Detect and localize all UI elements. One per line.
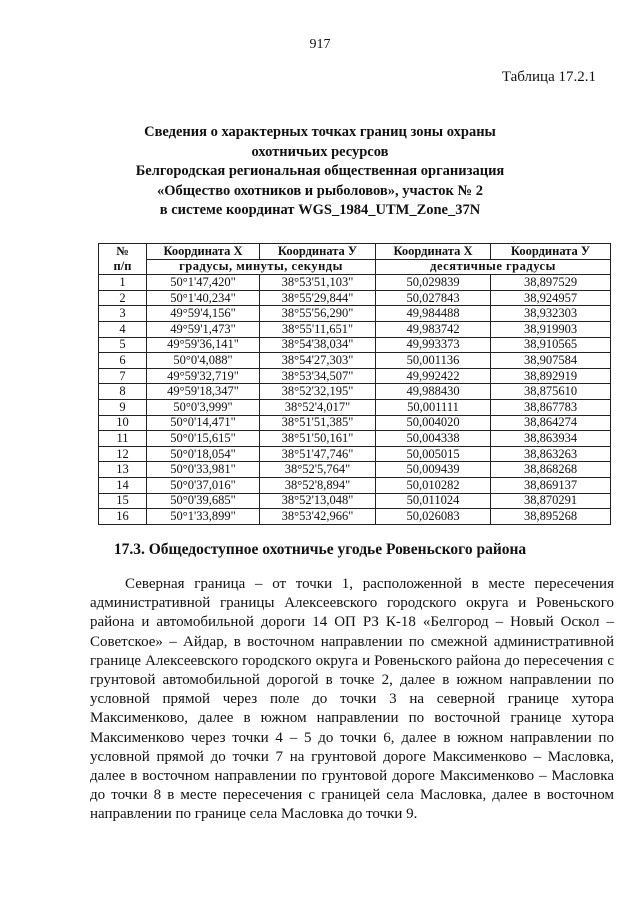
cell-x-dms: 50°0'39,685"	[147, 493, 260, 509]
cell-x-dms: 50°0'4,088"	[147, 353, 260, 369]
cell-number: 6	[99, 353, 147, 369]
table-label: Таблица 17.2.1	[501, 69, 596, 85]
cell-y-dec: 38,868268	[491, 462, 611, 478]
page-number: 917	[309, 37, 331, 52]
cell-x-dec: 49,993373	[376, 337, 491, 353]
cell-x-dms: 50°1'33,899"	[147, 509, 260, 525]
cell-number: 13	[99, 462, 147, 478]
table-row	[99, 306, 611, 322]
cell-number: 4	[99, 321, 147, 337]
table-row	[99, 353, 611, 369]
cell-y-dms: 38°53'34,507"	[260, 368, 376, 384]
cell-x-dec: 50,026083	[376, 509, 491, 525]
coordinates-table	[98, 243, 611, 525]
cell-y-dms: 38°54'27,303"	[260, 353, 376, 369]
header-dec-unit: десятичные градусы	[376, 259, 611, 275]
cell-x-dms: 50°1'40,234"	[147, 290, 260, 306]
header-y-dec: Координата У	[491, 244, 611, 260]
cell-x-dms: 49°59'4,156"	[147, 306, 260, 322]
title-line: Сведения о характерных точках границ зоны охраны	[144, 124, 496, 140]
cell-y-dms: 38°54'38,034"	[260, 337, 376, 353]
cell-y-dec: 38,869137	[491, 477, 611, 493]
cell-x-dec: 49,984488	[376, 306, 491, 322]
cell-x-dec: 49,988430	[376, 384, 491, 400]
table-row	[99, 290, 611, 306]
cell-x-dec: 50,001136	[376, 353, 491, 369]
cell-number: 16	[99, 509, 147, 525]
title-line: Белгородская региональная общественная организация	[135, 163, 505, 179]
cell-x-dec: 49,983742	[376, 321, 491, 337]
cell-x-dms: 49°59'36,141"	[147, 337, 260, 353]
section-heading: 17.3. Общедоступное охотничье угодье Ровеньского района	[113, 541, 527, 558]
cell-y-dec: 38,897529	[491, 275, 611, 291]
cell-x-dms: 50°0'14,471"	[147, 415, 260, 431]
cell-x-dms: 49°59'1,473"	[147, 321, 260, 337]
cell-number: 10	[99, 415, 147, 431]
title-line: в системе координат WGS_1984_UTM_Zone_37N	[159, 202, 481, 218]
table-body	[99, 275, 611, 525]
cell-y-dms: 38°55'56,290"	[260, 306, 376, 322]
header-x-dms: Координата Х	[147, 244, 260, 260]
title-line: охотничьих ресурсов	[251, 143, 389, 160]
cell-x-dms: 49°59'18,347"	[147, 384, 260, 400]
table-row	[99, 493, 611, 509]
cell-y-dec: 38,870291	[491, 493, 611, 509]
cell-y-dec: 38,875610	[491, 384, 611, 400]
cell-number: 9	[99, 399, 147, 415]
cell-number: 12	[99, 446, 147, 462]
cell-x-dec: 50,011024	[376, 493, 491, 509]
table-row	[99, 384, 611, 400]
cell-x-dms: 50°0'33,981"	[147, 462, 260, 478]
cell-x-dec: 50,001111	[376, 399, 491, 415]
body-paragraph: Северная граница – от точки 1, расположенной в месте пересечения административной границы Алексеевского городского округа и Ровеньского района и автомобильной дороги 14 ОП РЗ К-18 «Белгород – Новый Оскол – Советское» – Айдар, в восточном направлении по смежной административной границе Алексеевского городского округа и Ровеньского района до пересечения с грунтовой автомобильной дорогой в точке 2, далее в южном направлении по условной прямой через поле до точки 3 на северной границе хутора Максименково, далее в южном направлении по восточной границе хутора Максименково через точки 4 – 5 до точки 6, далее в южном направлении по условной прямой до точки 7 на грунтовой дороге Максименково – Масловка, далее в восточном направлении по грунтовой дороге Максименково – Масловка до точки 8 в месте пересечения с границей села Масловка, далее в восточном направлении по границе села Масловка до точки 9.	[90, 576, 614, 823]
table-row	[99, 477, 611, 493]
cell-y-dec: 38,907584	[491, 353, 611, 369]
cell-y-dec: 38,932303	[491, 306, 611, 322]
cell-x-dec: 50,004020	[376, 415, 491, 431]
cell-y-dec: 38,864274	[491, 415, 611, 431]
cell-y-dms: 38°51'51,385"	[260, 415, 376, 431]
cell-x-dec: 49,992422	[376, 368, 491, 384]
cell-x-dec: 50,005015	[376, 446, 491, 462]
cell-number: 3	[99, 306, 147, 322]
cell-y-dec: 38,910565	[491, 337, 611, 353]
cell-x-dec: 50,004338	[376, 431, 491, 447]
cell-y-dec: 38,919903	[491, 321, 611, 337]
table-row	[99, 399, 611, 415]
cell-number: 8	[99, 384, 147, 400]
table-row	[99, 368, 611, 384]
cell-y-dms: 38°52'32,195"	[260, 384, 376, 400]
table-row	[99, 509, 611, 525]
header-y-dms: Координата У	[260, 244, 376, 260]
cell-y-dms: 38°53'51,103"	[260, 275, 376, 291]
cell-y-dms: 38°53'42,966"	[260, 509, 376, 525]
cell-number: 2	[99, 290, 147, 306]
title-line: «Общество охотников и рыболовов», участок № 2	[157, 182, 483, 199]
cell-x-dec: 50,010282	[376, 477, 491, 493]
cell-x-dms: 50°0'37,016"	[147, 477, 260, 493]
table-row	[99, 446, 611, 462]
cell-y-dec: 38,867783	[491, 399, 611, 415]
cell-x-dms: 50°1'47,420"	[147, 275, 260, 291]
cell-y-dec: 38,895268	[491, 509, 611, 525]
cell-number: 5	[99, 337, 147, 353]
cell-y-dms: 38°51'47,746"	[260, 446, 376, 462]
cell-y-dms: 38°52'4,017"	[260, 399, 376, 415]
header-x-dec: Координата Х	[376, 244, 491, 260]
cell-y-dms: 38°52'13,048"	[260, 493, 376, 509]
cell-y-dec: 38,863934	[491, 431, 611, 447]
cell-y-dec: 38,863263	[491, 446, 611, 462]
cell-x-dms: 50°0'15,615"	[147, 431, 260, 447]
cell-x-dms: 50°0'3,999"	[147, 399, 260, 415]
cell-x-dec: 50,009439	[376, 462, 491, 478]
table-row	[99, 337, 611, 353]
cell-number: 14	[99, 477, 147, 493]
table-row	[99, 462, 611, 478]
header-number: № п/п	[99, 244, 147, 275]
cell-y-dms: 38°55'11,651"	[260, 321, 376, 337]
table-row	[99, 415, 611, 431]
cell-y-dms: 38°52'5,764"	[260, 462, 376, 478]
cell-number: 7	[99, 368, 147, 384]
table-row	[99, 275, 611, 291]
cell-x-dec: 50,029839	[376, 275, 491, 291]
cell-x-dms: 49°59'32,719"	[147, 368, 260, 384]
cell-y-dms: 38°55'29,844"	[260, 290, 376, 306]
cell-x-dms: 50°0'18,054"	[147, 446, 260, 462]
cell-y-dec: 38,892919	[491, 368, 611, 384]
header-dms-unit: градусы, минуты, секунды	[147, 259, 376, 275]
cell-x-dec: 50,027843	[376, 290, 491, 306]
document-title	[70, 123, 570, 221]
cell-y-dms: 38°52'8,894"	[260, 477, 376, 493]
table-row	[99, 431, 611, 447]
cell-number: 1	[99, 275, 147, 291]
cell-y-dms: 38°51'50,161"	[260, 431, 376, 447]
table-row	[99, 321, 611, 337]
cell-number: 15	[99, 493, 147, 509]
cell-number: 11	[99, 431, 147, 447]
cell-y-dec: 38,924957	[491, 290, 611, 306]
